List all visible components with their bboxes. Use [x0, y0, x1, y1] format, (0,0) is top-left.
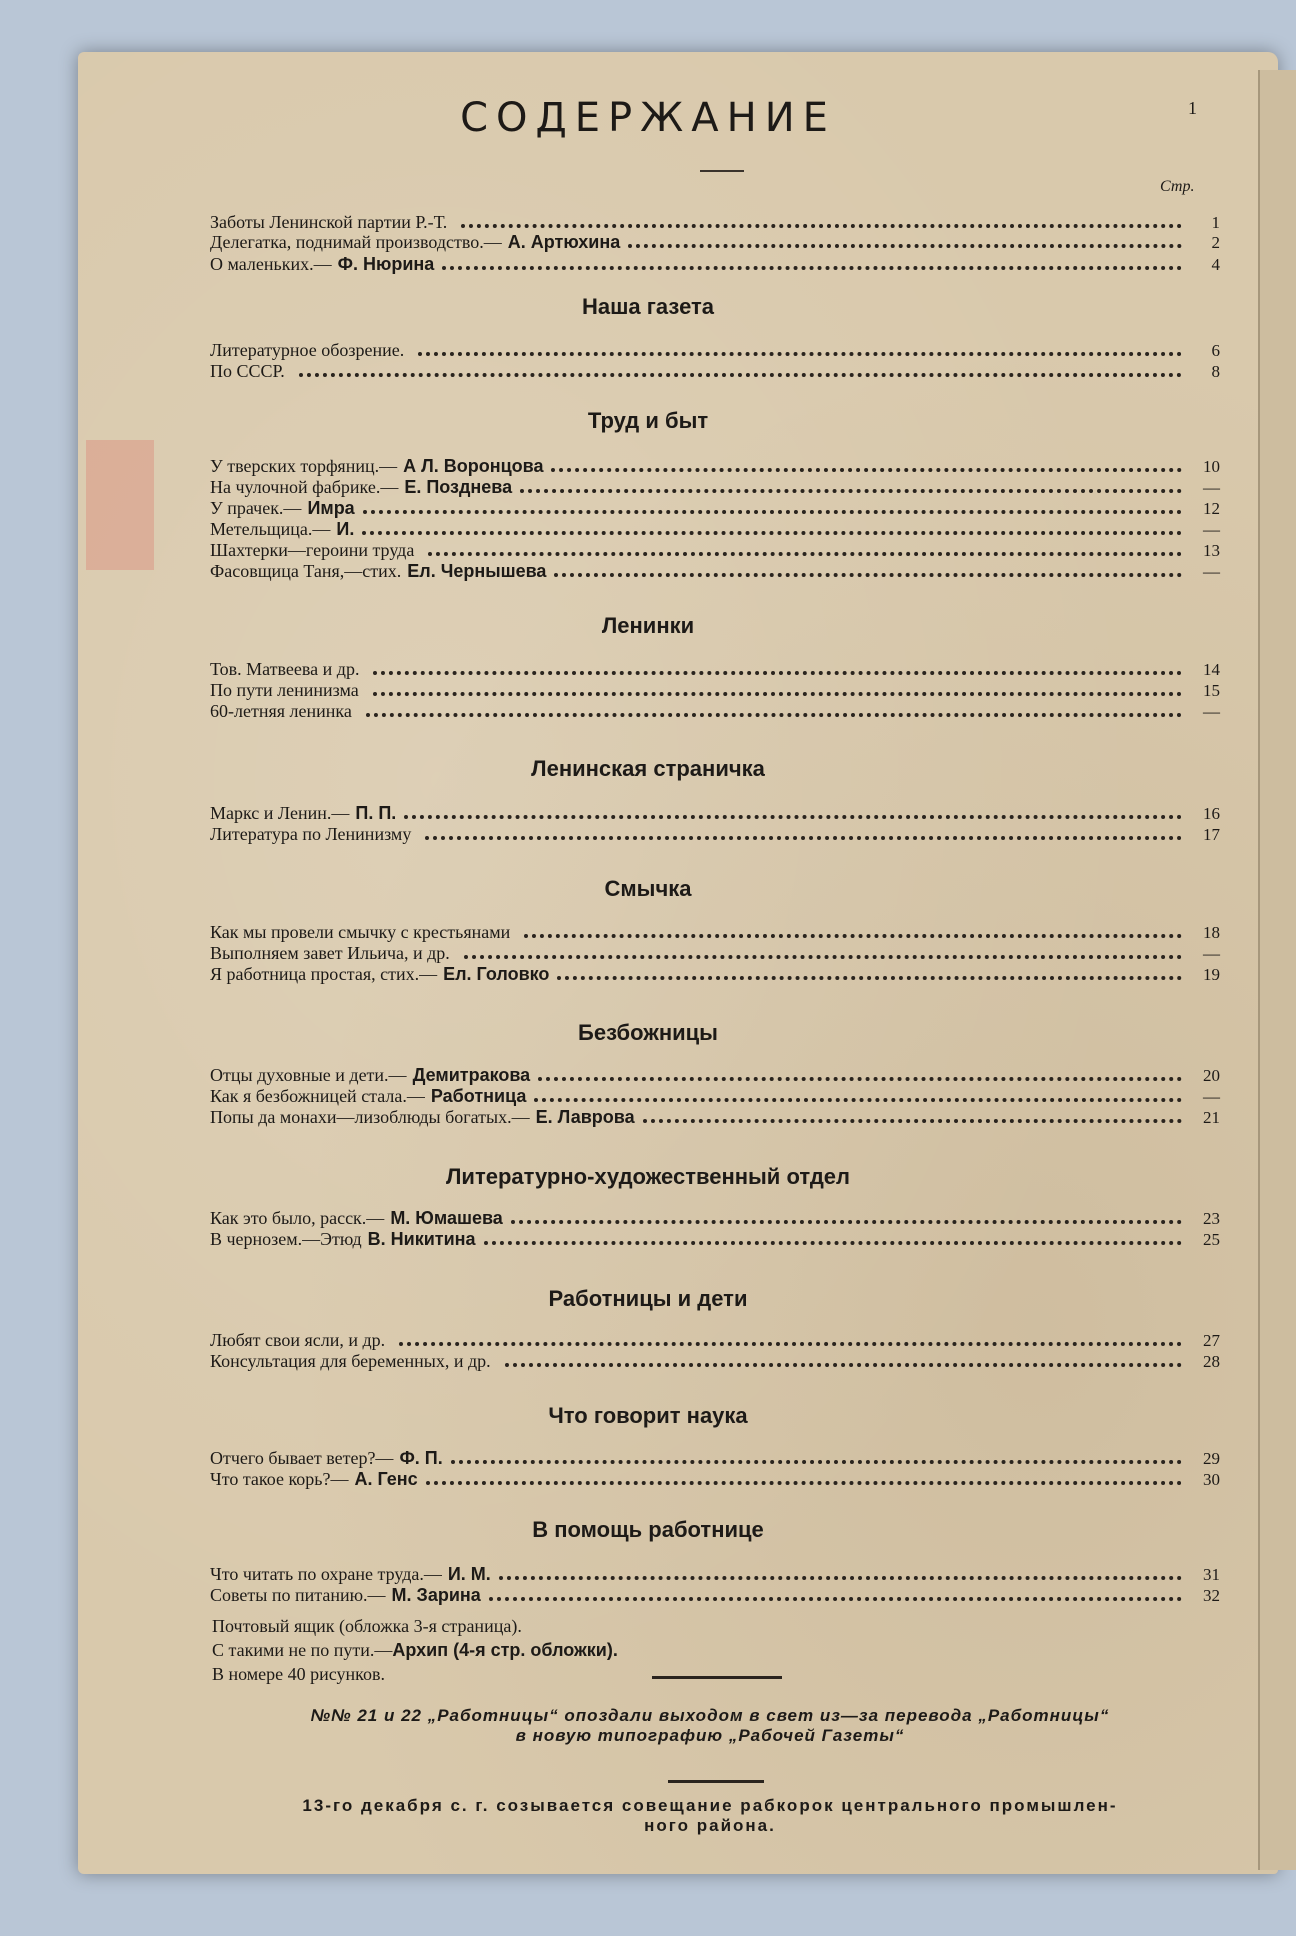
toc-row: [210, 212, 1220, 234]
toc-leader-dots: [524, 934, 1182, 938]
toc-entry-author: М. Зарина: [391, 1585, 481, 1605]
misc-note-text: С такими не по пути.—: [212, 1640, 393, 1660]
toc-entry-page: 27: [1203, 1331, 1220, 1350]
toc-row: [210, 1229, 1220, 1251]
toc-leader-dots: [628, 244, 1182, 248]
toc-entry-title: О маленьких.—: [210, 254, 332, 274]
toc-entry-title: Маркс и Ленин.—: [210, 803, 350, 823]
toc-entry-page: 23: [1203, 1209, 1220, 1228]
toc-entry-page: 4: [1211, 255, 1220, 274]
toc-entry-title: 60-летняя ленинка: [210, 701, 352, 721]
toc-row: [210, 1208, 1220, 1230]
toc-row: [210, 232, 1220, 254]
toc-leader-dots: [442, 266, 1182, 270]
toc-entry-author: М. Юмашева: [390, 1208, 503, 1228]
toc-leader-dots: [425, 836, 1182, 840]
toc-entry-page: —: [1203, 702, 1220, 721]
toc-leader-dots: [373, 671, 1182, 675]
misc-note-text: В номере 40 рисунков.: [212, 1664, 386, 1684]
toc-entry-title: Консультация для беременных, и др.: [210, 1351, 491, 1371]
toc-entry-title: Любят свои ясли, и др.: [210, 1330, 386, 1350]
section-heading: Смычка: [604, 876, 692, 901]
toc-entry-page: 18: [1203, 923, 1220, 942]
toc-row: [210, 1065, 1220, 1087]
toc-entry-author: Ел. Чернышева: [407, 561, 547, 581]
toc-entry-title: Советы по питанию.—: [210, 1585, 386, 1605]
toc-row: [210, 561, 1220, 583]
misc-note: [212, 1616, 522, 1637]
toc-leader-dots: [399, 1342, 1182, 1346]
toc-row: [210, 340, 1220, 362]
toc-leader-dots: [428, 552, 1182, 556]
toc-entry-title: Метельщица.—: [210, 519, 331, 539]
toc-entry-title: В чернозем.—Этюд: [210, 1229, 362, 1249]
toc-entry-title: У прачек.—: [210, 498, 302, 518]
toc-entry-title: По пути ленинизма: [210, 680, 359, 700]
toc-entry-page: 6: [1211, 341, 1220, 360]
section-heading: В помощь работнице: [532, 1517, 764, 1542]
section-heading: Наша газета: [581, 294, 715, 319]
toc-entry-page: 20: [1203, 1066, 1220, 1085]
toc-entry-page: 16: [1203, 804, 1220, 823]
toc-row: [210, 1585, 1220, 1607]
toc-entry-author: Демитракова: [412, 1065, 531, 1085]
misc-note-text: Почтовый ящик (обложка 3-я страница).: [212, 1616, 522, 1636]
toc-entry-page: 30: [1203, 1470, 1220, 1489]
toc-row: [210, 1351, 1220, 1373]
toc-entry-author: Имра: [307, 498, 355, 518]
notice-line: в новую типографию „Рабочей Газеты“: [515, 1726, 905, 1745]
toc-entry-title: Я работница простая, стих.—: [210, 964, 438, 984]
misc-note: [212, 1640, 618, 1661]
misc-note-bold: Архип (4-я стр. обложки).: [392, 1640, 618, 1660]
toc-row: [210, 540, 1220, 562]
toc-entry-title: Что такое корь?—: [210, 1469, 349, 1489]
toc-leader-dots: [426, 1481, 1182, 1485]
toc-entry-title: По СССР.: [210, 361, 285, 381]
toc-entry-title: Выполняем завет Ильича, и др.: [210, 943, 450, 963]
toc-row: [210, 519, 1220, 541]
section-heading: Что говорит наука: [548, 1403, 748, 1428]
toc-row: [210, 701, 1220, 723]
toc-entry-author: Работница: [430, 1086, 527, 1106]
toc-row: [210, 1107, 1220, 1129]
toc-leader-dots: [461, 224, 1182, 228]
section-heading: Литературно-художественный отдел: [446, 1164, 850, 1189]
toc-leader-dots: [534, 1098, 1182, 1102]
toc-entry-title: Литература по Ленинизму: [210, 824, 412, 844]
toc-row: [210, 943, 1220, 965]
toc-entry-page: 32: [1203, 1586, 1220, 1605]
section-heading: Работницы и дети: [548, 1286, 748, 1311]
toc-entry-title: Попы да монахи—лизоблюды богатых.—: [210, 1107, 530, 1127]
notice-line: ного района.: [644, 1816, 776, 1835]
toc-entry-page: 8: [1211, 362, 1220, 381]
toc-leader-dots: [373, 692, 1182, 696]
toc-entry-title: Как я безбожницей стала.—: [210, 1086, 425, 1106]
toc-entry-page: 21: [1203, 1108, 1220, 1127]
toc-entry-page: 28: [1203, 1352, 1220, 1371]
toc-row: [210, 477, 1220, 499]
divider-rule: [652, 1676, 782, 1679]
divider-rule: [668, 1780, 764, 1783]
toc-row: [210, 254, 1220, 276]
toc-entry-page: 1: [1211, 213, 1220, 232]
toc-leader-dots: [363, 510, 1182, 514]
page-title: СОДЕРЖАНИЕ: [460, 95, 836, 141]
toc-leader-dots: [557, 976, 1182, 980]
toc-leader-dots: [489, 1597, 1182, 1601]
notice-line: №№ 21 и 22 „Работницы“ опоздали выходом в свет из—за перевода „Работницы“: [310, 1706, 1110, 1725]
misc-note: [212, 1664, 385, 1685]
toc-entry-title: Литературное обозрение.: [210, 340, 405, 360]
toc-entry-page: 15: [1203, 681, 1220, 700]
toc-entry-author: В. Никитина: [367, 1229, 476, 1249]
toc-leader-dots: [551, 468, 1182, 472]
section-heading: Ленинская страничка: [531, 756, 765, 781]
toc-row: [210, 1448, 1220, 1470]
toc-entry-title: На чулочной фабрике.—: [210, 477, 399, 497]
toc-leader-dots: [451, 1460, 1182, 1464]
toc-leader-dots: [362, 531, 1182, 535]
toc-entry-page: 12: [1203, 499, 1220, 518]
toc-leader-dots: [404, 815, 1182, 819]
toc-leader-dots: [499, 1576, 1182, 1580]
toc-leader-dots: [299, 373, 1182, 377]
toc-entry-page: —: [1203, 944, 1220, 963]
toc-leader-dots: [418, 352, 1182, 356]
toc-entry-page: 25: [1203, 1230, 1220, 1249]
toc-entry-page: 10: [1203, 457, 1220, 476]
toc-entry-page: 2: [1211, 233, 1220, 252]
toc-row: [210, 498, 1220, 520]
toc-entry-title: Делегатка, поднимай производство.—: [210, 232, 502, 252]
toc-leader-dots: [464, 955, 1182, 959]
toc-entry-author: Е. Лаврова: [535, 1107, 635, 1127]
toc-row: [210, 1086, 1220, 1108]
toc-row: [210, 659, 1220, 681]
section-heading: Безбожницы: [578, 1020, 718, 1045]
toc-row: [210, 922, 1220, 944]
toc-entry-title: Что читать по охране труда.—: [210, 1564, 442, 1584]
toc-entry-title: Тов. Матвеева и др.: [210, 659, 360, 679]
toc-row: [210, 964, 1220, 986]
toc-entry-author: Ел. Головко: [443, 964, 550, 984]
toc-leader-dots: [366, 713, 1182, 717]
toc-entry-page: —: [1203, 1087, 1220, 1106]
toc-entry-title: Заботы Ленинской партии Р.-Т.: [210, 212, 448, 232]
toc-row: [210, 824, 1220, 846]
toc-entry-title: Как мы провели смычку с крестьянами: [210, 922, 511, 942]
toc-leader-dots: [538, 1077, 1182, 1081]
toc-entry-author: Е. Позднева: [404, 477, 513, 497]
toc-entry-page: 31: [1203, 1565, 1220, 1584]
toc-row: [210, 1330, 1220, 1352]
toc-entry-author: Ф. Нюрина: [337, 254, 435, 274]
toc-entry-title: Как это было, расск.—: [210, 1208, 385, 1228]
toc-entry-page: 29: [1203, 1449, 1220, 1468]
toc-leader-dots: [554, 573, 1182, 577]
toc-entry-page: —: [1203, 562, 1220, 581]
toc-leader-dots: [643, 1119, 1182, 1123]
toc-row: [210, 680, 1220, 702]
toc-entry-title: Отчего бывает ветер?—: [210, 1448, 394, 1468]
toc-entry-page: —: [1203, 520, 1220, 539]
meeting-notice: [200, 1796, 1220, 1836]
page-corner-number: 1: [1188, 98, 1197, 118]
toc-row: [210, 1564, 1220, 1586]
toc-entry-author: И. М.: [447, 1564, 491, 1584]
toc-entry-title: У тверских торфяниц.—: [210, 456, 398, 476]
toc-leader-dots: [511, 1220, 1182, 1224]
toc-leader-dots: [505, 1363, 1182, 1367]
late-issue-notice: [200, 1706, 1220, 1746]
toc-entry-title: Фасовщица Таня,—стих.: [210, 561, 402, 581]
toc-entry-page: 13: [1203, 541, 1220, 560]
toc-entry-page: 19: [1203, 965, 1220, 984]
pages-column-label: Стр.: [1160, 178, 1195, 195]
toc-entry-title: Отцы духовные и дети.—: [210, 1065, 407, 1085]
toc-entry-author: А. Генс: [354, 1469, 418, 1489]
toc-entry-page: 14: [1203, 660, 1220, 679]
toc-row: [210, 456, 1220, 478]
section-heading: Ленинки: [601, 613, 695, 638]
toc-entry-page: —: [1203, 478, 1220, 497]
toc-leader-dots: [484, 1241, 1182, 1245]
toc-entry-author: А Л. Воронцова: [403, 456, 544, 476]
toc-row: [210, 1469, 1220, 1491]
toc-entry-author: П. П.: [355, 803, 397, 823]
toc-entry-title: Шахтерки—героини труда: [210, 540, 415, 560]
toc-entry-author: Ф. П.: [399, 1448, 443, 1468]
toc-row: [210, 361, 1220, 383]
toc-entry-author: А. Артюхина: [507, 232, 621, 252]
notice-line: 13-го декабря с. г. созывается совещание рабкорок центрального промышлен-: [302, 1796, 1118, 1815]
toc-entry-page: 17: [1203, 825, 1220, 844]
toc-entry-author: И.: [336, 519, 355, 539]
toc-leader-dots: [520, 489, 1182, 493]
title-divider: [700, 170, 744, 172]
section-heading: Труд и быт: [587, 408, 709, 433]
toc-row: [210, 803, 1220, 825]
